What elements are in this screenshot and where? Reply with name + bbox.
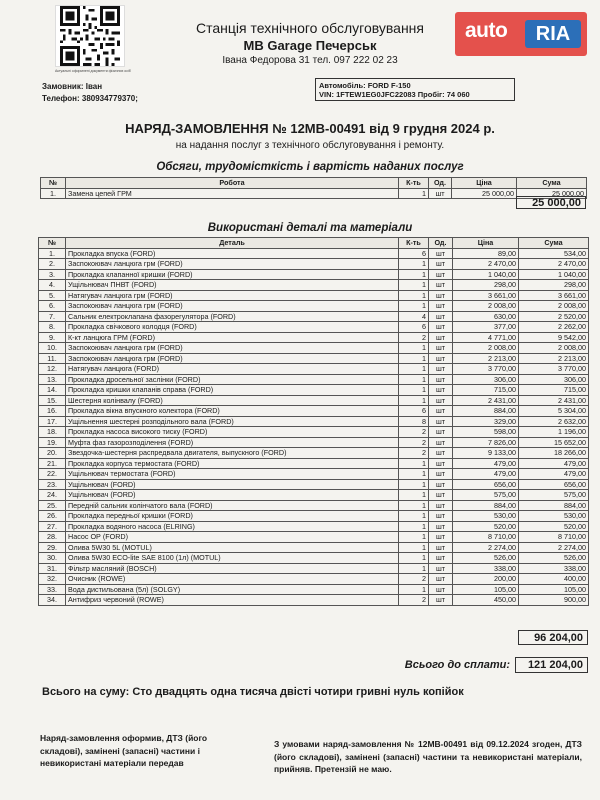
- table-row: [39, 500, 589, 511]
- cell-sum: 400,00: [519, 574, 589, 585]
- cell-number: 27.: [39, 521, 66, 532]
- cell-unit: шт: [429, 343, 453, 354]
- parts-col-qty: К-ть: [399, 238, 429, 249]
- customer-phone: Телефон: 380934779370;: [42, 94, 138, 103]
- cell-name: Шестерня колінвалу (FORD): [66, 395, 399, 406]
- cell-qty: 1: [399, 259, 429, 270]
- table-row: [39, 490, 589, 501]
- table-row: [39, 269, 589, 280]
- payment-label: Всього до сплати:: [404, 659, 510, 671]
- cell-sum: 2 213,00: [519, 353, 589, 364]
- cell-price: 338,00: [453, 563, 519, 574]
- cell-qty: 1: [399, 458, 429, 469]
- cell-qty: 2: [399, 595, 429, 606]
- cell-price: 1 040,00: [453, 269, 519, 280]
- works-col-qty: К-ть: [399, 178, 429, 189]
- works-total: 25 000,00: [516, 196, 586, 209]
- cell-number: 3.: [39, 269, 66, 280]
- cell-price: 3 770,00: [453, 364, 519, 375]
- cell-name: Ущільнювач ПНВТ (FORD): [66, 280, 399, 291]
- cell-sum: 715,00: [519, 385, 589, 396]
- cell-unit: шт: [429, 290, 453, 301]
- cell-unit: шт: [429, 322, 453, 333]
- cell-price: 2 470,00: [453, 259, 519, 270]
- cell-unit: шт: [429, 500, 453, 511]
- cell-name: Ущільнювач (FORD): [66, 490, 399, 501]
- cell-price: 656,00: [453, 479, 519, 490]
- cell-qty: 1: [399, 553, 429, 564]
- cell-sum: 530,00: [519, 511, 589, 522]
- parts-header-row: [39, 238, 589, 249]
- cell-unit: шт: [429, 395, 453, 406]
- cell-qty: 1: [399, 500, 429, 511]
- cell-number: 1.: [39, 248, 66, 259]
- table-row: [39, 521, 589, 532]
- cell-number: 18.: [39, 427, 66, 438]
- table-row: [39, 427, 589, 438]
- cell-qty: 1: [399, 385, 429, 396]
- cell-qty: 4: [399, 311, 429, 322]
- cell-unit: шт: [429, 248, 453, 259]
- cell-number: 30.: [39, 553, 66, 564]
- table-row: [39, 469, 589, 480]
- cell-sum: 3 770,00: [519, 364, 589, 375]
- works-col-unit: Од.: [429, 178, 452, 189]
- cell-name: Заспокоювач ланцюга грм (FORD): [66, 343, 399, 354]
- footer-left-note: Наряд-замовлення оформив, ДТЗ (його складові), замінені (запасні) частини і невикористані матеріали передав: [40, 733, 208, 768]
- cell-qty: 2: [399, 574, 429, 585]
- cell-number: 32.: [39, 574, 66, 585]
- cell-qty: 1: [399, 374, 429, 385]
- table-row: [39, 395, 589, 406]
- cell-number: 21.: [39, 458, 66, 469]
- table-row: [39, 322, 589, 333]
- cell-sum: 520,00: [519, 521, 589, 532]
- table-row: [39, 595, 589, 606]
- cell-sum: 298,00: [519, 280, 589, 291]
- table-row: [41, 188, 587, 199]
- cell-sum: 15 652,00: [519, 437, 589, 448]
- cell-name: Прокладка водяного насоса (ELRING): [66, 521, 399, 532]
- cell-price: 630,00: [453, 311, 519, 322]
- cell-number: 17.: [39, 416, 66, 427]
- cell-unit: шт: [429, 311, 453, 322]
- table-row: [39, 248, 589, 259]
- cell-price: 8 710,00: [453, 532, 519, 543]
- cell-number: 1.: [41, 188, 66, 199]
- logo-auto-text: auto: [465, 19, 508, 42]
- cell-number: 8.: [39, 322, 66, 333]
- cell-number: 19.: [39, 437, 66, 448]
- customer-name: Замовник: Іван: [42, 82, 103, 91]
- cell-number: 6.: [39, 301, 66, 312]
- cell-sum: 18 266,00: [519, 448, 589, 459]
- parts-col-number: №: [39, 238, 66, 249]
- cell-name: Замена цепей ГРМ: [66, 188, 399, 199]
- cell-sum: 306,00: [519, 374, 589, 385]
- cell-qty: 1: [399, 584, 429, 595]
- station-title: Станція технічного обслуговування: [196, 20, 424, 36]
- cell-price: 450,00: [453, 595, 519, 606]
- table-row: [39, 301, 589, 312]
- cell-number: 24.: [39, 490, 66, 501]
- cell-qty: 6: [399, 248, 429, 259]
- cell-sum: 2 008,00: [519, 301, 589, 312]
- cell-unit: шт: [429, 479, 453, 490]
- cell-qty: 2: [399, 332, 429, 343]
- cell-name: Прокладка клапанної кришки (FORD): [66, 269, 399, 280]
- table-row: [39, 532, 589, 543]
- cell-unit: шт: [429, 437, 453, 448]
- cell-unit: шт: [429, 259, 453, 270]
- cell-qty: 1: [399, 269, 429, 280]
- cell-number: 11.: [39, 353, 66, 364]
- cell-sum: 575,00: [519, 490, 589, 501]
- garage-address: Івана Федорова 31 тел. 097 222 02 23: [222, 55, 398, 66]
- cell-name: Прокладка свічкового колодця (FORD): [66, 322, 399, 333]
- cell-qty: 2: [399, 448, 429, 459]
- cell-number: 5.: [39, 290, 66, 301]
- cell-price: 2 431,00: [453, 395, 519, 406]
- cell-unit: шт: [429, 301, 453, 312]
- cell-name: Ущільнювач (FORD): [66, 479, 399, 490]
- document-subtitle: на надання послуг з технічного обслуговування і ремонту.: [175, 140, 445, 151]
- cell-unit: шт: [429, 280, 453, 291]
- parts-col-unit: Од.: [429, 238, 453, 249]
- cell-number: 33.: [39, 584, 66, 595]
- cell-sum: 338,00: [519, 563, 589, 574]
- cell-qty: 1: [399, 280, 429, 291]
- table-row: [39, 332, 589, 343]
- works-col-work: Робота: [66, 178, 399, 189]
- cell-price: 2 274,00: [453, 542, 519, 553]
- cell-unit: шт: [429, 584, 453, 595]
- table-row: [39, 259, 589, 270]
- table-row: [39, 553, 589, 564]
- garage-name: MB Garage Печерськ: [243, 38, 377, 53]
- cell-number: 23.: [39, 479, 66, 490]
- table-row: [39, 448, 589, 459]
- parts-col-detail: Деталь: [66, 238, 399, 249]
- cell-number: 7.: [39, 311, 66, 322]
- cell-name: Антифриз червоний (ROWE): [66, 595, 399, 606]
- cell-sum: 656,00: [519, 479, 589, 490]
- cell-number: 29.: [39, 542, 66, 553]
- cell-unit: шт: [429, 532, 453, 543]
- cell-sum: 2 431,00: [519, 395, 589, 406]
- parts-col-price: Ціна: [453, 238, 519, 249]
- cell-qty: 1: [399, 511, 429, 522]
- cell-name: Сальник електроклапана фазорегулятора (FORD): [66, 311, 399, 322]
- cell-price: 105,00: [453, 584, 519, 595]
- cell-sum: 105,00: [519, 584, 589, 595]
- cell-number: 22.: [39, 469, 66, 480]
- cell-price: 3 661,00: [453, 290, 519, 301]
- auto-ria-logo: [455, 12, 587, 56]
- parts-section-title: Використані деталі та матеріали: [207, 222, 413, 234]
- cell-name: Очисник (ROWE): [66, 574, 399, 585]
- table-row: [39, 311, 589, 322]
- amount-in-words: Всього на суму: Сто двадцять одна тисяча двісті чотири гривні нуль копійок: [42, 686, 464, 698]
- cell-sum: 884,00: [519, 500, 589, 511]
- car-vin: VIN: 1FTEW1EG0JFC22083 Пробіг: 74 060: [319, 90, 470, 99]
- cell-qty: 1: [399, 479, 429, 490]
- table-row: [39, 563, 589, 574]
- cell-name: Прокладка насоса високого тиску (FORD): [66, 427, 399, 438]
- cell-name: Олива 5W30 5L (MOTUL): [66, 542, 399, 553]
- cell-sum: 2 632,00: [519, 416, 589, 427]
- cell-qty: 1: [399, 490, 429, 501]
- cell-price: 526,00: [453, 553, 519, 564]
- cell-unit: шт: [429, 427, 453, 438]
- cell-unit: шт: [429, 416, 453, 427]
- cell-sum: 2 262,00: [519, 322, 589, 333]
- cell-name: Передній сальник колінчатого вала (FORD): [66, 500, 399, 511]
- cell-sum: 479,00: [519, 458, 589, 469]
- cell-qty: 1: [399, 469, 429, 480]
- cell-number: 9.: [39, 332, 66, 343]
- parts-table: [38, 237, 589, 606]
- cell-qty: 1: [399, 188, 429, 199]
- cell-price: 9 133,00: [453, 448, 519, 459]
- cell-price: 884,00: [453, 500, 519, 511]
- cell-qty: 1: [399, 521, 429, 532]
- cell-name: Прокладка впуска (FORD): [66, 248, 399, 259]
- works-section-title: Обсяги, трудомісткість і вартість наданих послуг: [156, 161, 464, 173]
- cell-unit: шт: [429, 448, 453, 459]
- cell-number: 4.: [39, 280, 66, 291]
- car-info-box: [315, 78, 515, 101]
- cell-price: 884,00: [453, 406, 519, 417]
- cell-unit: шт: [429, 353, 453, 364]
- cell-sum: 9 542,00: [519, 332, 589, 343]
- table-row: [39, 511, 589, 522]
- cell-price: 25 000,00: [452, 188, 517, 199]
- cell-sum: 25 000,00: [517, 188, 587, 199]
- cell-number: 14.: [39, 385, 66, 396]
- document-title: НАРЯД-ЗАМОВЛЕННЯ № 12MB-00491 від 9 грудня 2024 р.: [125, 121, 495, 136]
- cell-qty: 1: [399, 532, 429, 543]
- cell-price: 4 771,00: [453, 332, 519, 343]
- table-row: [39, 364, 589, 375]
- parts-total: 96 204,00: [518, 630, 588, 645]
- cell-unit: шт: [429, 542, 453, 553]
- cell-sum: 5 304,00: [519, 406, 589, 417]
- cell-unit: шт: [429, 332, 453, 343]
- footer-right-note: З умовами наряд-замовлення № 12MB-00491 від 09.12.2024 згоден, ДТЗ (його складові), замінені (запасні) частини та невикористані матеріали, прийняв. Претензій не маю.: [274, 739, 582, 774]
- table-row: [39, 542, 589, 553]
- cell-number: 31.: [39, 563, 66, 574]
- cell-qty: 6: [399, 406, 429, 417]
- cell-qty: 1: [399, 542, 429, 553]
- cell-unit: шт: [429, 511, 453, 522]
- cell-price: 479,00: [453, 469, 519, 480]
- cell-qty: 6: [399, 322, 429, 333]
- cell-qty: 1: [399, 563, 429, 574]
- cell-name: Фільтр масляний (BOSCH): [66, 563, 399, 574]
- cell-qty: 2: [399, 437, 429, 448]
- cell-unit: шт: [429, 374, 453, 385]
- works-table: [40, 177, 587, 199]
- cell-name: Прокладка вікна впускного колектора (FORD): [66, 406, 399, 417]
- cell-price: 89,00: [453, 248, 519, 259]
- table-row: [39, 280, 589, 291]
- cell-sum: 2 008,00: [519, 343, 589, 354]
- cell-unit: шт: [429, 385, 453, 396]
- cell-sum: 526,00: [519, 553, 589, 564]
- table-row: [39, 385, 589, 396]
- cell-name: Прокладка корпуса термостата (FORD): [66, 458, 399, 469]
- car-model: Автомобіль: FORD F-150: [319, 81, 411, 90]
- cell-price: 479,00: [453, 458, 519, 469]
- table-row: [39, 416, 589, 427]
- table-row: [39, 374, 589, 385]
- table-row: [39, 343, 589, 354]
- cell-number: 15.: [39, 395, 66, 406]
- cell-price: 306,00: [453, 374, 519, 385]
- cell-name: Вода дистильована (5л) (SOLGY): [66, 584, 399, 595]
- cell-name: Прокладка кришки клапанів справа (FORD): [66, 385, 399, 396]
- cell-qty: 1: [399, 395, 429, 406]
- cell-name: Прокладка дросельної заслінки (FORD): [66, 374, 399, 385]
- cell-name: Прокладка передньої кришки (FORD): [66, 511, 399, 522]
- cell-sum: 2 470,00: [519, 259, 589, 270]
- table-row: [39, 353, 589, 364]
- cell-price: 2 008,00: [453, 301, 519, 312]
- payment-amount: 121 204,00: [515, 657, 588, 673]
- works-col-number: №: [41, 178, 66, 189]
- cell-price: 575,00: [453, 490, 519, 501]
- cell-unit: шт: [429, 406, 453, 417]
- logo-ria-text: RIA: [525, 20, 581, 48]
- cell-sum: 1 040,00: [519, 269, 589, 280]
- cell-name: Натягувач ланцюга (FORD): [66, 364, 399, 375]
- cell-price: 377,00: [453, 322, 519, 333]
- table-row: [39, 574, 589, 585]
- cell-name: Олива 5W30 ECO-lite SAE 8100 (1л) (MOTUL): [66, 553, 399, 564]
- cell-name: Заспокоювач ланцюга грм (FORD): [66, 301, 399, 312]
- cell-number: 20.: [39, 448, 66, 459]
- cell-qty: 1: [399, 301, 429, 312]
- table-row: [39, 458, 589, 469]
- cell-number: 12.: [39, 364, 66, 375]
- cell-unit: шт: [429, 188, 452, 199]
- cell-unit: шт: [429, 469, 453, 480]
- cell-unit: шт: [429, 269, 453, 280]
- cell-name: Ущільнення шестерні розподільного вала (FORD): [66, 416, 399, 427]
- cell-number: 16.: [39, 406, 66, 417]
- cell-number: 10.: [39, 343, 66, 354]
- cell-unit: шт: [429, 574, 453, 585]
- cell-unit: шт: [429, 490, 453, 501]
- cell-name: Муфта фаз газорозподілення (FORD): [66, 437, 399, 448]
- cell-unit: шт: [429, 595, 453, 606]
- cell-unit: шт: [429, 458, 453, 469]
- cell-qty: 1: [399, 343, 429, 354]
- cell-qty: 1: [399, 364, 429, 375]
- cell-name: Заспокоювач ланцюга грм (FORD): [66, 353, 399, 364]
- cell-number: 34.: [39, 595, 66, 606]
- works-col-sum: Сума: [517, 178, 587, 189]
- cell-sum: 8 710,00: [519, 532, 589, 543]
- cell-price: 2 008,00: [453, 343, 519, 354]
- qr-code-icon: [55, 5, 125, 67]
- works-col-price: Ціна: [452, 178, 517, 189]
- table-row: [39, 290, 589, 301]
- qr-caption: Актуальні оформлені документи фізичних осіб: [55, 69, 131, 73]
- cell-price: 7 826,00: [453, 437, 519, 448]
- cell-sum: 900,00: [519, 595, 589, 606]
- cell-price: 2 213,00: [453, 353, 519, 364]
- cell-unit: шт: [429, 364, 453, 375]
- cell-sum: 3 661,00: [519, 290, 589, 301]
- cell-sum: 2 274,00: [519, 542, 589, 553]
- cell-sum: 2 520,00: [519, 311, 589, 322]
- cell-sum: 534,00: [519, 248, 589, 259]
- table-row: [39, 479, 589, 490]
- cell-price: 200,00: [453, 574, 519, 585]
- cell-sum: 479,00: [519, 469, 589, 480]
- cell-name: Звездочка-шестерня распредвала двигателя, выпускного (FORD): [66, 448, 399, 459]
- cell-price: 530,00: [453, 511, 519, 522]
- table-row: [39, 584, 589, 595]
- cell-name: Ущільнювач термостата (FORD): [66, 469, 399, 480]
- cell-qty: 1: [399, 290, 429, 301]
- cell-qty: 8: [399, 416, 429, 427]
- parts-col-sum: Сума: [519, 238, 589, 249]
- cell-qty: 2: [399, 427, 429, 438]
- cell-name: К-кт ланцюга ГРМ (FORD): [66, 332, 399, 343]
- cell-name: Заспокоювач ланцюга грм (FORD): [66, 259, 399, 270]
- cell-price: 298,00: [453, 280, 519, 291]
- cell-price: 329,00: [453, 416, 519, 427]
- table-row: [39, 406, 589, 417]
- cell-unit: шт: [429, 521, 453, 532]
- cell-number: 28.: [39, 532, 66, 543]
- table-row: [39, 437, 589, 448]
- cell-number: 26.: [39, 511, 66, 522]
- cell-sum: 1 196,00: [519, 427, 589, 438]
- cell-number: 2.: [39, 259, 66, 270]
- cell-name: Насос ОР (FORD): [66, 532, 399, 543]
- cell-qty: 1: [399, 353, 429, 364]
- cell-number: 25.: [39, 500, 66, 511]
- cell-unit: шт: [429, 563, 453, 574]
- cell-price: 598,00: [453, 427, 519, 438]
- works-header-row: [41, 178, 587, 189]
- cell-number: 13.: [39, 374, 66, 385]
- cell-name: Натягувач ланцюга грм (FORD): [66, 290, 399, 301]
- cell-price: 520,00: [453, 521, 519, 532]
- cell-unit: шт: [429, 553, 453, 564]
- cell-price: 715,00: [453, 385, 519, 396]
